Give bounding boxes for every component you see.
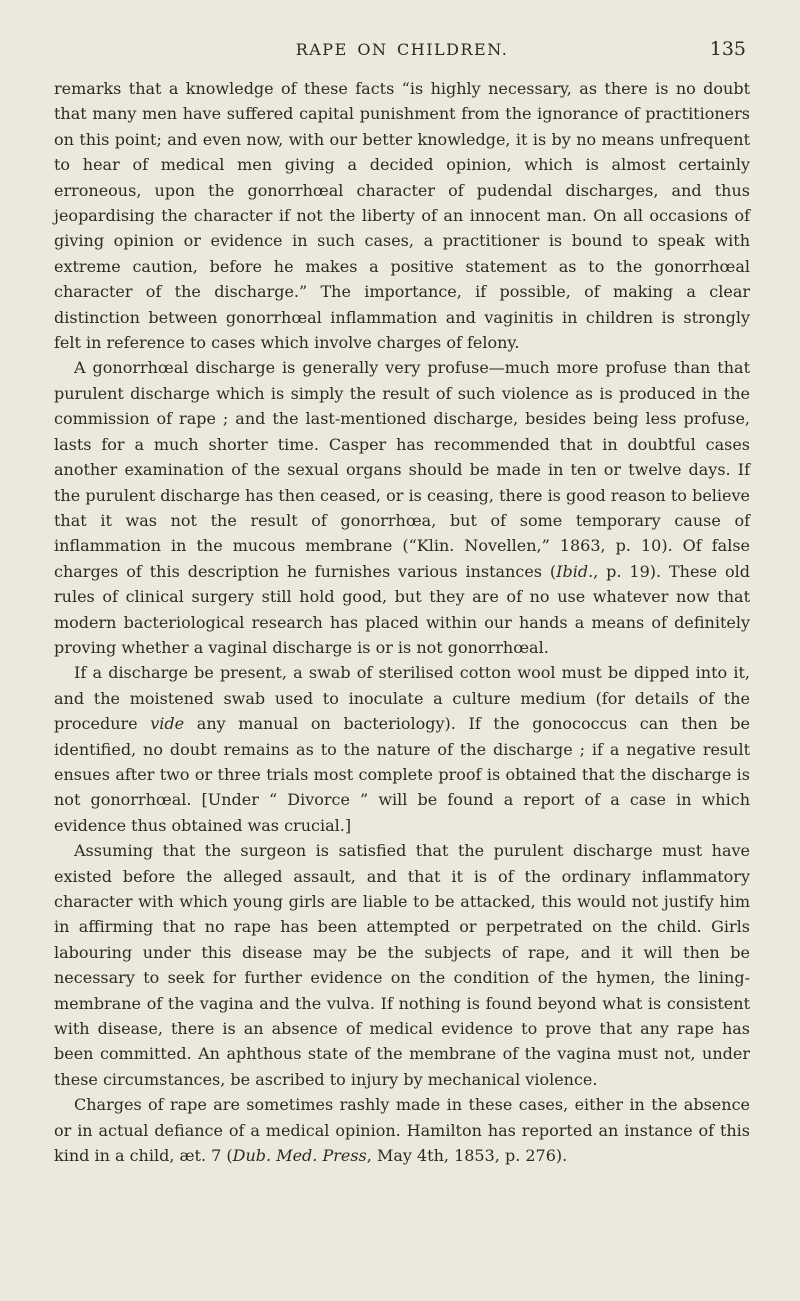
paragraph-text: any manual on bacteriology). If the gonococcus can then be identified, no doubt remains as to the nature of the discharge ; if a negative result ensues after two or three trials most complete proof is obtained that the discharge is not gonorrhœal. [Under “ Divorce ” will be found a report of a case in which evidence thus obtained was crucial.] (54, 714, 751, 835)
paragraph-text: , May 4th, 1853, p. 276). (366, 1146, 568, 1166)
paragraph-swab-culture (54, 660, 750, 838)
paragraph-rash-charges (54, 1092, 750, 1168)
paragraph-text: If a discharge be present, a swab of sterilised cotton wool must be dipped into it, and the moistened swab used to inoculate a culture medium (for details of the procedure (54, 663, 750, 734)
italic-text: vide (150, 714, 185, 734)
paragraph-surgeon-assumption (54, 838, 750, 1092)
paragraph-text: remarks that a knowledge of these facts “is highly necessary, as there is no doubt that many men have suffered capital punishment from the ignorance of practitioners on this point; and even now, with our better knowledge, it is by no means unfrequent to hear of medical men giving a decided opinion, which is almost certainly erroneous, upon the gonorrhœal character of pudendal discharges, and thus jeopardising the character if not the liberty of an innocent man. On all occasions of giving opinion or evidence in such cases, a practitioner is bound to speak with extreme caution, before he makes a positive statement as to the gonorrhœal character of the discharge.” The importance, if possible, of making a clear distinction between gonorrhœal inflammation and vaginitis in children is strongly felt in reference to cases which involve charges of felony. (54, 79, 750, 353)
body-text (54, 76, 750, 1168)
paragraph-text: , p. 19). These old rules of clinical surgery still hold good, but they are of no use whatever now that modern bacteriological research has placed within our hands a means of definitely proving whether a vaginal discharge is or is not gonorrhœal. (54, 561, 751, 657)
italic-text: Ibid. (556, 561, 594, 581)
paragraph-gonorrhoeal-discharge (54, 355, 750, 660)
page-number: 135 (709, 38, 746, 60)
paragraph-continued (54, 76, 750, 355)
paragraph-text: Charges of rape are sometimes rashly made in these cases, either in the absence or in actual defiance of a medical opinion. Hamilton has reported an instance of this kind in a child, æt. 7 ( (54, 1095, 750, 1166)
running-title: RAPE ON CHILDREN. (295, 40, 509, 59)
running-head (54, 32, 750, 68)
italic-text: Dub. Med. Press (232, 1146, 367, 1166)
paragraph-text: Assuming that the surgeon is satisfied that the purulent discharge must have existed before the alleged assault, and that it is of the ordinary inflammatory character with which young girls are liable to be attacked, this would not justify him in affirming that no rape has been attempted or perpetrated on the child. Girls labouring under this disease may be the subjects of rape, and it will then be necessary to seek for further evidence on the condition of the hymen, the lining-membrane of the vagina and the vulva. If nothing is found beyond what is consistent with disease, there is an absence of medical evidence to prove that any rape has been committed. An aphthous state of the membrane of the vagina must not, under these circumstances, be ascribed to injury by mechanical violence. (54, 841, 750, 1089)
paragraph-text: A gonorrhœal discharge is generally very profuse—much more profuse than that purulent discharge which is simply the result of such violence as is produced in the commission of rape ; and the last-mentioned discharge, besides being less profuse, lasts for a much shorter time. Casper has recommended that in doubtful cases another examination of the sexual organs should be made in ten or twelve days. If the purulent discharge has then ceased, or is ceasing, there is good reason to believe that it was not the result of gonorrhœa, but of some temporary cause of inflammation in the mucous membrane (“Klin. Novellen,” 1863, p. 10). Of false charges of this description he furnishes various instances ( (54, 358, 750, 581)
